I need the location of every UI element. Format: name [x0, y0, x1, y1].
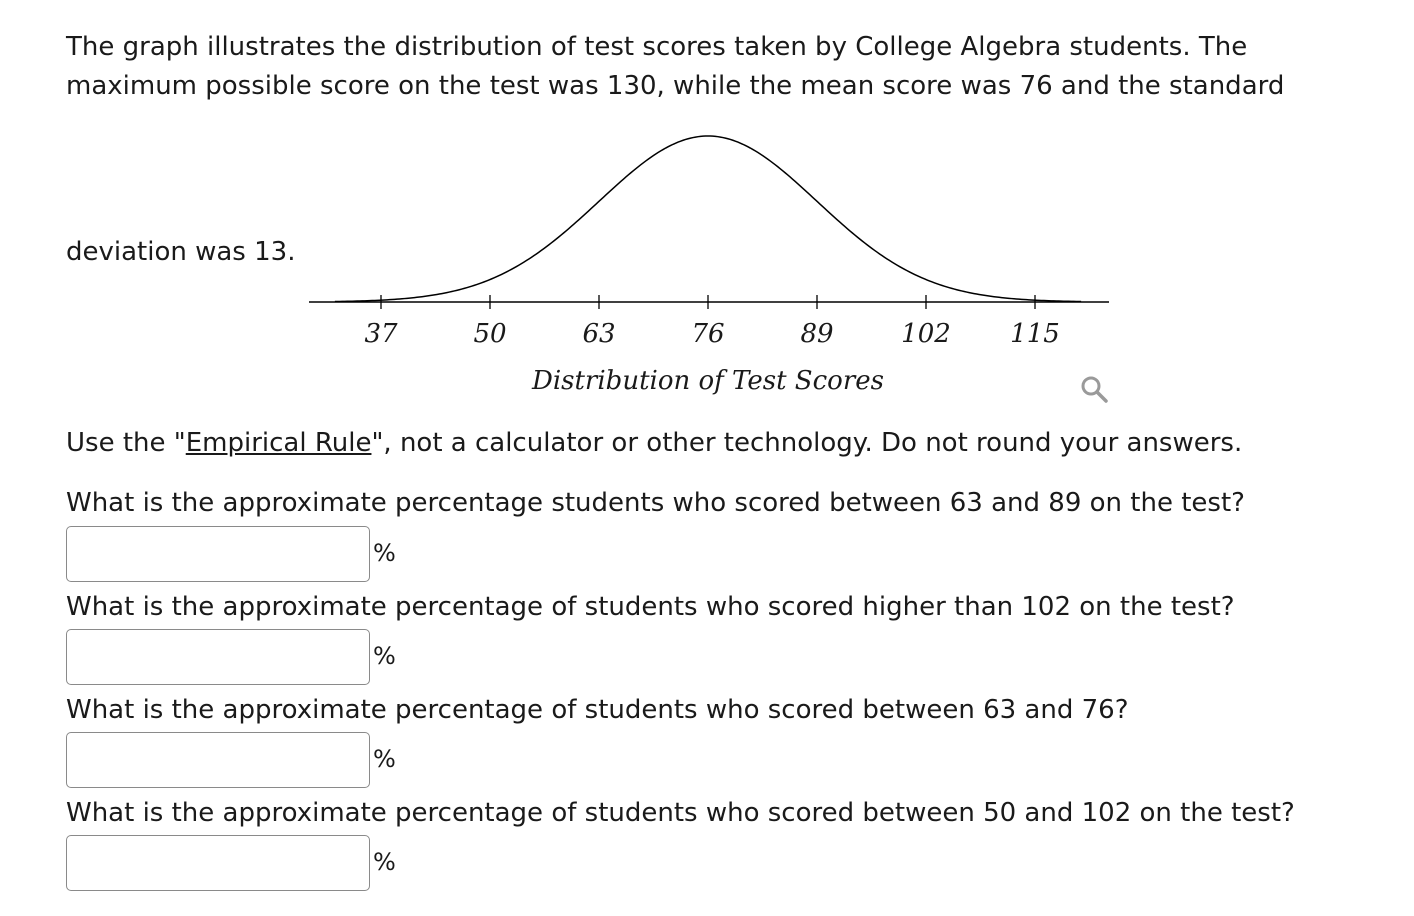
- answer-1-unit: %: [373, 539, 396, 567]
- answer-4-input[interactable]: [66, 835, 370, 891]
- answer-2-unit: %: [373, 642, 396, 670]
- answer-1-input[interactable]: [66, 526, 370, 582]
- x-axis-title: Distribution of Test Scores: [531, 366, 885, 396]
- magnifier-icon[interactable]: [1077, 373, 1111, 407]
- x-tick-label: 63: [582, 319, 616, 349]
- question-2: What is the approximate percentage of students who scored higher than 102 on the test?: [66, 592, 1235, 622]
- question-1: What is the approximate percentage students who scored between 63 and 89 on the test?: [66, 488, 1245, 518]
- x-tick-label: 115: [1010, 319, 1060, 349]
- x-tick-label: 37: [364, 319, 398, 349]
- answer-2-input[interactable]: [66, 629, 370, 685]
- instructions: [66, 424, 1242, 463]
- instructions-before: Use the ": [66, 428, 186, 458]
- answer-4-unit: %: [373, 848, 396, 876]
- normal-distribution-graph: [300, 120, 1120, 400]
- x-tick-label: 102: [901, 319, 951, 349]
- problem-intro-continued: deviation was 13.: [66, 237, 296, 267]
- question-4: What is the approximate percentage of students who scored between 50 and 102 on the test?: [66, 798, 1295, 828]
- question-3: What is the approximate percentage of students who scored between 63 and 76?: [66, 695, 1129, 725]
- empirical-rule-link[interactable]: Empirical Rule: [185, 428, 372, 458]
- answer-3-unit: %: [373, 745, 396, 773]
- normal-curve: [335, 136, 1081, 302]
- instructions-after: ", not a calculator or other technology. Do not round your answers.: [371, 428, 1243, 458]
- answer-3-input[interactable]: [66, 732, 370, 788]
- x-tick-label: 50: [473, 319, 507, 349]
- x-tick-label: 89: [800, 319, 834, 349]
- x-tick-label: 76: [691, 319, 725, 349]
- problem-intro: The graph illustrates the distribution of test scores taken by College Algebra students. The maximum possible score on the test was 130, while the mean score was 76 and the standard: [66, 32, 1285, 101]
